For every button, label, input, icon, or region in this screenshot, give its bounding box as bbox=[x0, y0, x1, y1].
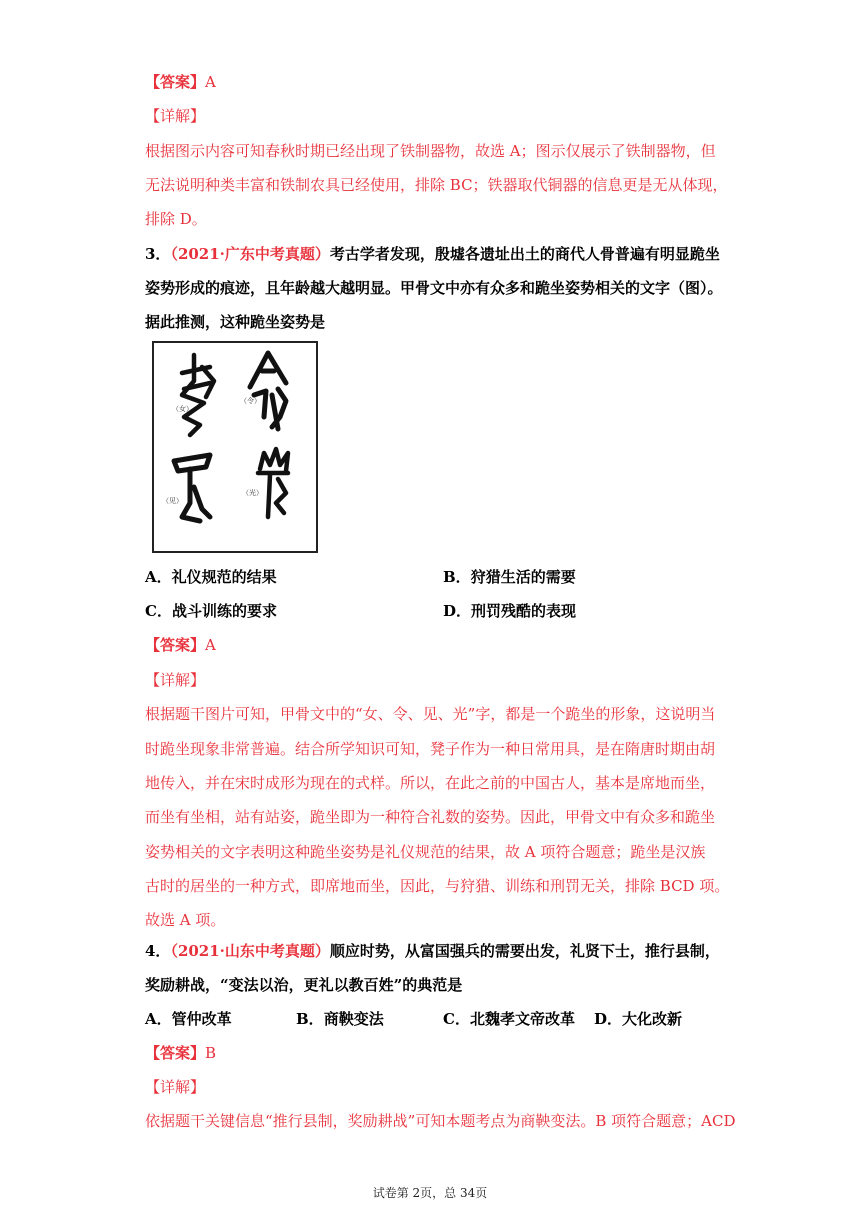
question-4-line-1 bbox=[145, 941, 720, 961]
detail-label-1: 【详解】 bbox=[145, 107, 206, 125]
oracle-glyphs bbox=[154, 343, 316, 551]
detail-label-4: 【详解】 bbox=[145, 1078, 206, 1096]
detail-line: 依据题干关键信息“推行县制，奖励耕战”可知本题考点为商鞅变法。B 项符合题意；ACD bbox=[145, 1112, 736, 1130]
option-text: 大化改新 bbox=[622, 1010, 683, 1028]
question-3-line-1 bbox=[145, 244, 720, 264]
question-number: 3． bbox=[145, 245, 171, 263]
option-a bbox=[145, 1009, 232, 1029]
option-letter: B． bbox=[296, 1010, 324, 1028]
answer-bracket-open: 【 bbox=[145, 636, 161, 654]
detail-line: 姿势相关的文字表明这种跪坐姿势是礼仪规范的结果，故 A 项符合题意；跪坐是汉族 bbox=[145, 843, 706, 861]
option-text: 北魏孝文帝改革 bbox=[469, 1010, 575, 1028]
detail-line: 根据题干图片可知，甲骨文中的“女、令、见、光”字，都是一个跪坐的形象，这说明当 bbox=[145, 705, 716, 723]
option-letter: C． bbox=[145, 602, 172, 620]
option-a bbox=[145, 567, 277, 587]
option-d bbox=[443, 601, 576, 621]
answer-row-3 bbox=[145, 635, 720, 655]
answer-bracket-close: 】 bbox=[190, 1044, 206, 1062]
option-text: 礼仪规范的结果 bbox=[171, 568, 277, 586]
question-text: 奖励耕战，“变法以治，更礼以教百姓”的典范是 bbox=[145, 976, 463, 994]
option-text: 战斗训练的要求 bbox=[171, 602, 277, 620]
glyph-guang bbox=[258, 449, 288, 517]
detail-line: 故选 A 项。 bbox=[145, 911, 226, 929]
option-letter: D． bbox=[594, 1010, 623, 1028]
question-source: （2021·山东中考真题） bbox=[170, 942, 330, 960]
glyph-label-nv: （女） bbox=[172, 405, 193, 413]
option-text: 商鞅变法 bbox=[323, 1010, 384, 1028]
answer-bracket-open: 【 bbox=[145, 1044, 161, 1062]
glyph-label-guang: （光） bbox=[242, 489, 263, 497]
answer-value: A bbox=[205, 73, 216, 91]
detail-line: 古时的居坐的一种方式，即席地而坐，因此，与狩猎、训练和刑罚无关，排除 BCD 项。 bbox=[145, 877, 730, 895]
detail-line: 时跪坐现象非常普遍。结合所学知识可知，凳子作为一种日常用具，是在隋唐时期由胡 bbox=[145, 740, 716, 758]
option-b bbox=[296, 1009, 384, 1029]
question-text: 据此推测，这种跪坐姿势是 bbox=[145, 313, 326, 331]
question-text: 考古学者发现，殷墟各遗址出土的商代人骨普遍有明显跪坐 bbox=[329, 245, 720, 263]
page-footer: 试卷第 2页，总 34页 bbox=[372, 1186, 488, 1200]
glyph-jian bbox=[174, 455, 210, 521]
glyph-label-ling: （令） bbox=[240, 397, 261, 405]
option-c bbox=[145, 601, 277, 621]
answer-value: B bbox=[205, 1044, 217, 1062]
option-letter: C． bbox=[443, 1010, 470, 1028]
option-d bbox=[594, 1009, 682, 1029]
option-letter: A． bbox=[145, 568, 172, 586]
question-text: 姿势形成的痕迹，且年龄越大越明显。甲骨文中亦有众多和跪坐姿势相关的文字（图）。 bbox=[145, 279, 723, 297]
option-letter: A． bbox=[145, 1010, 172, 1028]
option-b bbox=[443, 567, 576, 587]
answer-bracket-close: 】 bbox=[190, 636, 206, 654]
option-text: 狩猎生活的需要 bbox=[470, 568, 576, 586]
option-letter: D． bbox=[443, 602, 472, 620]
question-source: （2021·广东中考真题） bbox=[170, 245, 330, 263]
oracle-bone-figure bbox=[152, 341, 318, 553]
detail-line: 排除 D。 bbox=[145, 210, 207, 228]
detail-line: 根据图示内容可知春秋时期已经出现了铁制器物，故选 A；图示仅展示了铁制器物，但 bbox=[145, 142, 716, 160]
detail-label-3: 【详解】 bbox=[145, 671, 206, 689]
answer-label: 答案 bbox=[160, 636, 191, 654]
option-text: 刑罚残酷的表现 bbox=[471, 602, 577, 620]
detail-line: 而坐有坐相，站有站姿，跪坐即为一种符合礼数的姿势。因此，甲骨文中有众多和跪坐 bbox=[145, 808, 716, 826]
answer-value: A bbox=[205, 636, 216, 654]
answer-row-1 bbox=[145, 72, 720, 92]
option-c bbox=[443, 1009, 575, 1029]
question-number: 4． bbox=[145, 942, 171, 960]
answer-label: 答案 bbox=[160, 1044, 191, 1062]
detail-line: 无法说明种类丰富和铁制农具已经使用，排除 BC；铁器取代铜器的信息更是无从体现， bbox=[145, 176, 728, 194]
option-letter: B． bbox=[443, 568, 471, 586]
answer-bracket-open: 【 bbox=[145, 73, 161, 91]
glyph-ling bbox=[250, 353, 286, 429]
option-text: 管仲改革 bbox=[171, 1010, 232, 1028]
glyph-label-jian: （见） bbox=[162, 497, 183, 505]
question-text: 顺应时势，从富国强兵的需要出发，礼贤下士，推行县制， bbox=[329, 942, 720, 960]
answer-label: 答案 bbox=[160, 73, 191, 91]
answer-bracket-close: 】 bbox=[190, 73, 206, 91]
glyph-nv bbox=[182, 355, 214, 435]
detail-line: 地传入，并在宋时成形为现在的式样。所以，在此之前的中国古人，基本是席地而坐， bbox=[145, 774, 716, 792]
answer-row-4 bbox=[145, 1043, 720, 1063]
